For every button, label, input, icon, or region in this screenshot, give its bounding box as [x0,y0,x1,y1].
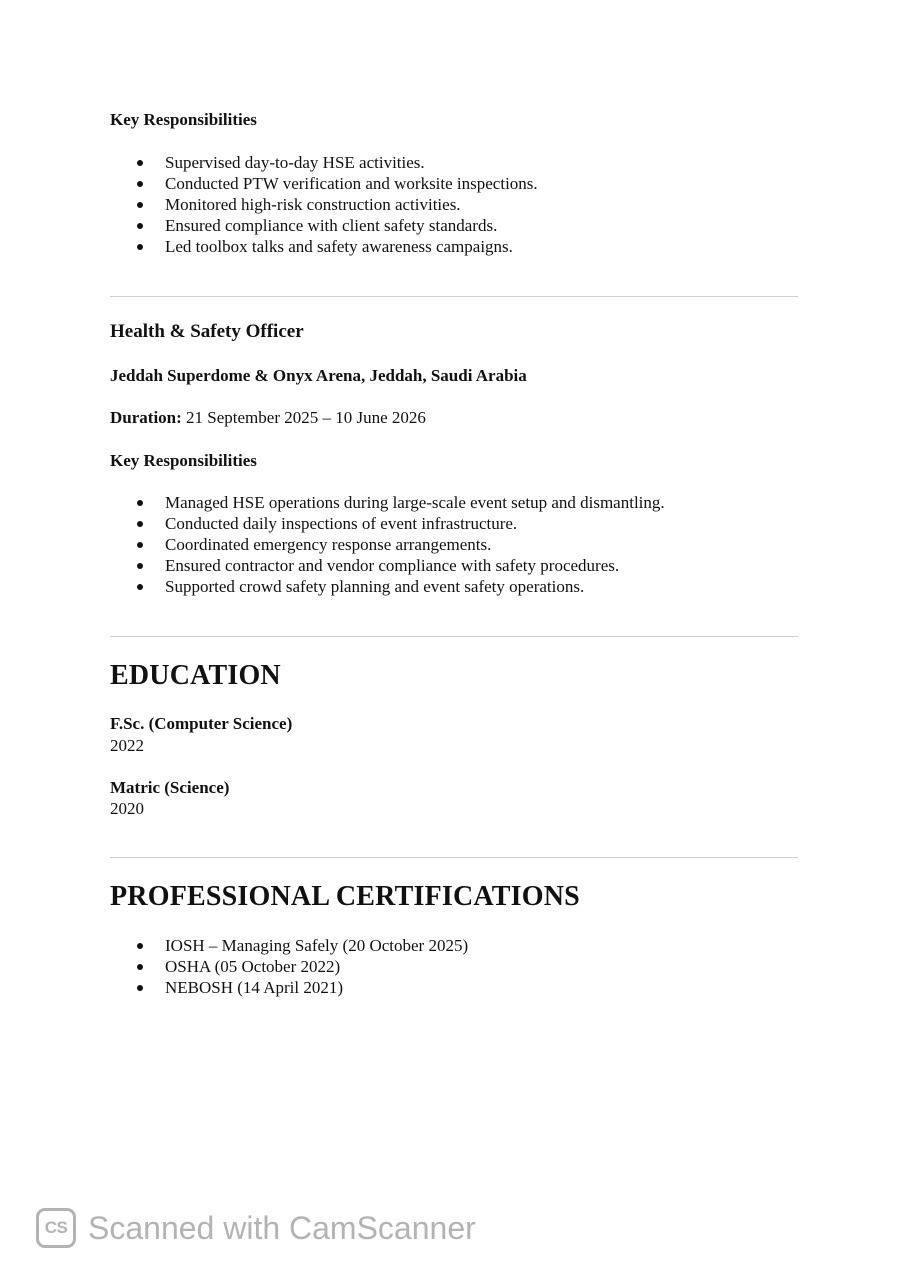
list-item: OSHA (05 October 2022) [110,956,468,977]
list-item: Managed HSE operations during large-scale event setup and dismantling. [110,492,665,513]
responsibilities-heading-previous: Key Responsibilities [110,110,257,129]
list-item: Supported crowd safety planning and event safety operations. [110,576,665,597]
watermark-text: Scanned with CamScanner [88,1209,476,1246]
list-item: Supervised day-to-day HSE activities. [110,152,538,173]
list-item: Ensured compliance with client safety standards. [110,215,538,236]
section-divider [110,857,798,858]
list-item: IOSH – Managing Safely (20 October 2025) [110,935,468,956]
camscanner-logo-icon: CS [36,1208,76,1248]
education-heading: EDUCATION [110,660,281,691]
list-item: Coordinated emergency response arrangements. [110,534,665,555]
education-degree: F.Sc. (Computer Science) [110,714,293,733]
education-degree: Matric (Science) [110,778,230,797]
education-year: 2020 [110,799,144,818]
job-title: Health & Safety Officer [110,321,304,342]
list-item: Conducted daily inspections of event infrastructure. [110,513,665,534]
camscanner-watermark [36,1206,476,1250]
list-item: Led toolbox talks and safety awareness campaigns. [110,236,538,257]
job-duration [110,408,426,428]
list-item: Conducted PTW verification and worksite inspections. [110,173,538,194]
responsibilities-list [110,492,665,597]
education-year: 2022 [110,736,144,755]
certifications-list [110,935,468,998]
responsibilities-heading: Key Responsibilities [110,451,257,470]
list-item: Monitored high-risk construction activities. [110,194,538,215]
list-item: Ensured contractor and vendor compliance with safety procedures. [110,555,665,576]
certifications-heading: PROFESSIONAL CERTIFICATIONS [110,881,580,912]
section-divider [110,296,798,297]
list-item: NEBOSH (14 April 2021) [110,977,468,998]
job-location: Jeddah Superdome & Onyx Arena, Jeddah, Saudi Arabia [110,366,527,385]
duration-value: 21 September 2025 – 10 June 2026 [181,408,426,427]
section-divider [110,636,798,637]
duration-label: Duration: [110,408,182,427]
responsibilities-list-previous [110,152,538,257]
